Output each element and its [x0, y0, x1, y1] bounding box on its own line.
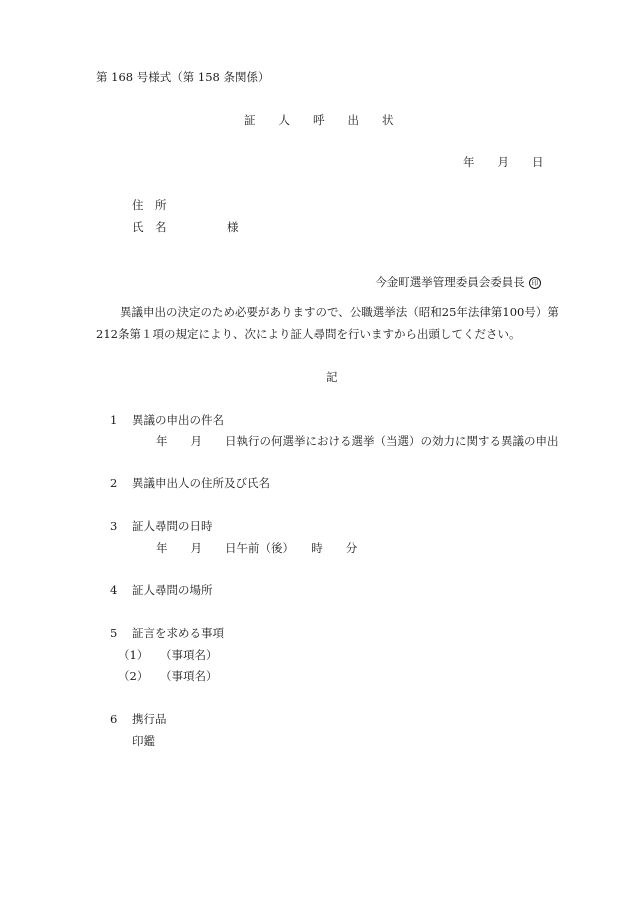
seal-mark: 印: [529, 277, 541, 289]
ki-heading: 記: [326, 370, 338, 384]
sender-title: 今金町選挙管理委員会委員長: [375, 274, 525, 289]
item-heading: 証言を求める事項: [132, 626, 224, 640]
sub-item-text: （事項名）: [160, 648, 218, 662]
date-line: 年 月 日: [463, 155, 544, 169]
item-detail: 年 月 日午前（後） 時 分: [156, 541, 358, 555]
item-heading: 異議申出人の住所及び氏名: [132, 476, 270, 490]
recipient-honorific: 様: [227, 220, 239, 234]
item-heading: 異議の申出の件名: [132, 413, 224, 427]
item-detail: 印鑑: [132, 734, 155, 748]
item-number: 2: [110, 476, 118, 490]
body-line-1: 異議申出の決定のため必要がありますので、公職選挙法（昭和25年法律第100号）第: [120, 305, 559, 319]
item-heading: 携行品: [132, 712, 167, 726]
item-heading: 証人尋問の日時: [132, 519, 213, 533]
item-heading: 証人尋問の場所: [132, 583, 213, 597]
item-number: 4: [110, 583, 118, 597]
sub-item-label: （1）: [118, 648, 149, 662]
sub-item-label: （2）: [118, 669, 149, 683]
recipient-name-label: 氏 名: [132, 220, 167, 234]
item-number: 6: [110, 712, 118, 726]
item-number: 3: [110, 519, 118, 533]
document-title: 証 人 呼 出 状: [244, 113, 394, 127]
form-number: 第 168 号様式（第 158 条関係）: [96, 70, 270, 84]
item-number: 1: [110, 413, 118, 427]
item-detail: 年 月 日執行の何選挙における選挙（当選）の効力に関する異議の申出: [156, 434, 559, 448]
sender-line: [368, 265, 541, 289]
recipient-address-label: 住 所: [132, 198, 167, 212]
item-number: 5: [110, 626, 118, 640]
body-line-2: 212条第１項の規定により、次により証人尋問を行いますから出頭してください。: [96, 327, 521, 341]
sub-item-text: （事項名）: [160, 669, 218, 683]
